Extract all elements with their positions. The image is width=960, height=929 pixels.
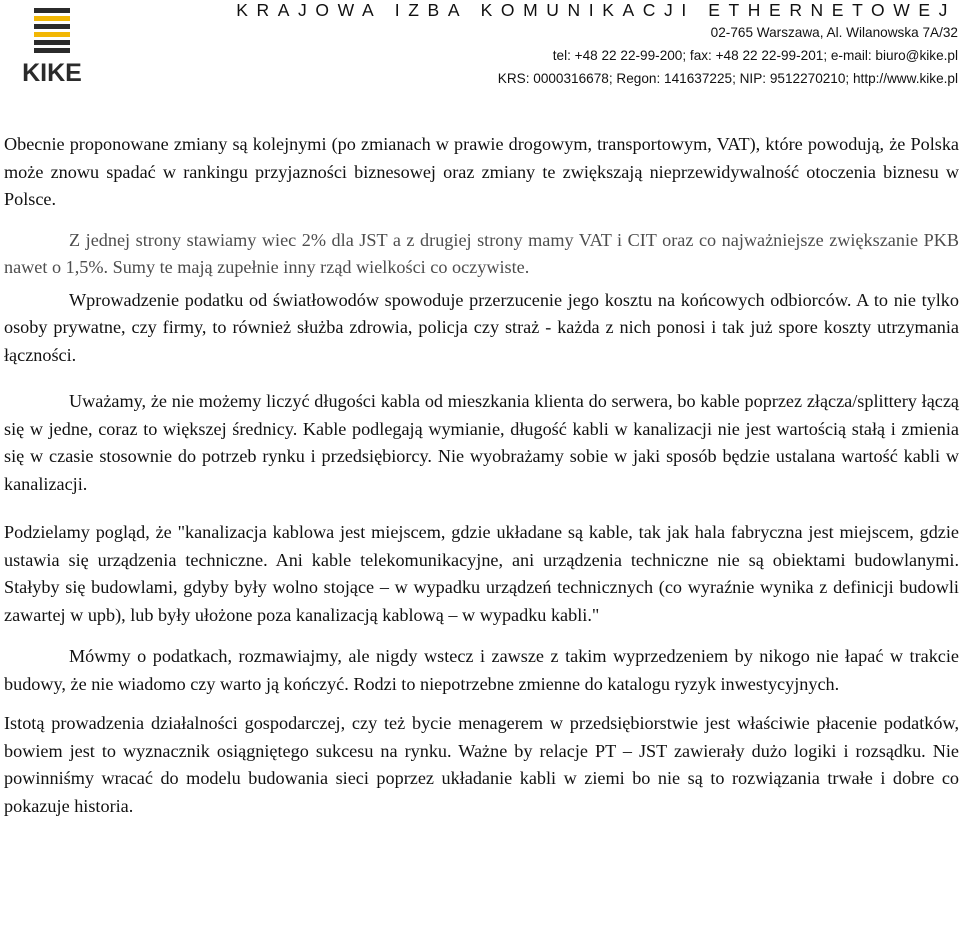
paragraph-3 xyxy=(4,287,959,370)
paragraph-5-sentence-2: Ani kable telekomunikacyjne, ani urządzenia techniczne nie są obiektami budowlanymi. xyxy=(267,549,960,570)
paragraph-7-sentence-2: Ważne by relacje PT – JST zawierały dużo logiki i rozsądku. xyxy=(451,740,926,761)
paragraph-4-sentence-1: Uważamy, że nie możemy liczyć długości kabla od mieszkania klienta do serwera, bo kable poprzez złącza/splittery łączą się w jedne, coraz to większej średnicy. xyxy=(4,391,959,439)
kike-logo xyxy=(6,4,98,84)
paragraph-4 xyxy=(4,388,959,498)
logo-text: KIKE xyxy=(22,59,82,84)
paragraph-7 xyxy=(4,710,959,820)
registry-info: KRS: 0000316678; Regon: 141637225; NIP: 9512270210; http://www.kike.pl xyxy=(497,71,958,86)
paragraph-6-sentence-1: Mówmy o podatkach, rozmawiajmy, ale nigdy wstecz i zawsze z takim wyprzedzeniem by nikogo nie łapać w trakcie budowy, że nie wiadomo czy warto ją kończyć. xyxy=(4,646,959,694)
paragraph-6 xyxy=(4,643,959,698)
letter-body xyxy=(4,131,959,820)
paragraph-2: Z jednej strony stawiamy wiec 2% dla JST a z drugiej strony mamy VAT i CIT oraz co najważniejsze zwiększanie PKB nawet o 1,5%. Sumy te mają zupełnie inny rząd wielkości co oczywiste. xyxy=(4,229,959,277)
paragraph-3-sentence-1: Wprowadzenie podatku od światłowodów spowoduje przerzucenie jego kosztu na końcowych odbiorców. xyxy=(69,289,852,310)
paragraph-5 xyxy=(4,519,959,629)
paragraph-4-sentence-2: Kable podlegają wymianie, długość kabli w kanalizacji nie jest wartością stałą i zmienia się w czasie stosownie do potrzeb rynku i przedsiębiorcy. xyxy=(4,418,959,466)
address: 02-765 Warszawa, Al. Wilanowska 7A/32 xyxy=(710,25,958,40)
paragraph-5-sentence-3: Stałyby się budowlami, gdyby były wolno stojące – w wypadku urządzeń technicznych (co wyraźnie wynika z definicji budowli zawartej w upb), lub były ułożone poza kanalizacją kablową – w wypadku kabli." xyxy=(4,577,959,625)
paragraph-1: Obecnie proponowane zmiany są kolejnymi (po zmianach w prawie drogowym, transportowym, VAT), które powodują, że Polska może znowu spadać w rankingu przyjazności biznesowej oraz zmiany te zwiększają nieprzewidywalność otoczenia biznesu w Polsce. xyxy=(4,134,959,209)
paragraph-5-sentence-1: Podzielamy pogląd, że "kanalizacja kablowa jest miejscem, gdzie układane są kable, tak jak hala fabryczna jest miejscem, gdzie ustawia się urządzenia techniczne. xyxy=(4,522,959,570)
paragraph-6-sentence-2: Rodzi to niepotrzebne zmienne do katalogu ryzyk inwestycyjnych. xyxy=(348,673,840,694)
paragraph-4-sentence-3: Nie wyobrażamy sobie w jaki sposób będzie ustalana wartość kabli w kanalizacji. xyxy=(4,446,959,494)
paragraph-7-sentence-3: Nie powinniśmy wracać do modelu budowania sieci poprzez układanie kabli w ziemi bo nie są to rozwiązania trwałe i dobre co pokazuje historia. xyxy=(4,740,960,816)
paragraph-7-sentence-1: Istotą prowadzenia działalności gospodarczej, czy też bycie menagerem w przedsiębiorstwie jest właściwie płacenie podatków, bowiem jest to wyznacznik osiągniętego sukcesu na rynku. xyxy=(4,713,959,761)
phone-fax-email: tel: +48 22 22-99-200; fax: +48 22 22-99-201; e-mail: biuro@kike.pl xyxy=(552,48,958,63)
letterhead xyxy=(0,0,960,100)
org-name: KRAJOWA IZBA KOMUNIKACJI ETHERNETOWEJ xyxy=(236,0,956,20)
paragraph-3-sentence-2: A to nie tylko osoby prywatne, czy firmy, to również służba zdrowia, policja czy straż - każda z nich ponosi i tak już spore koszty utrzymania łączności. xyxy=(4,289,959,365)
